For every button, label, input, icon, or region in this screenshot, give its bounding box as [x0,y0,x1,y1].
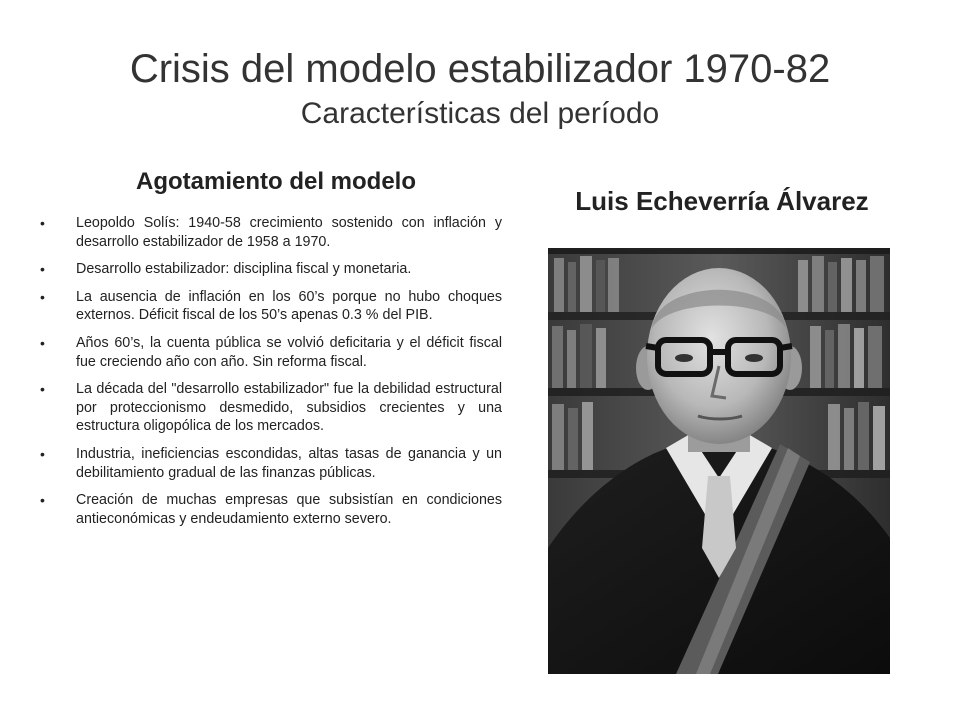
bullet-icon: • [40,261,45,278]
list-item-text: Años 60’s, la cuenta pública se volvió deficitaria y el déficit fiscal fue creciendo año con año. Sin reforma fiscal. [76,334,502,370]
bullet-icon: • [40,492,45,509]
bullet-icon: • [40,215,45,231]
bullet-icon: • [40,288,45,305]
bullet-icon: • [40,381,45,398]
slide-title [40,44,920,134]
list-item [40,288,502,325]
list-item [40,214,502,251]
list-item [40,491,502,528]
bullet-icon: • [40,445,45,462]
right-column-heading: Luis Echeverría Álvarez [575,186,869,216]
bullet-list [40,214,502,537]
list-item [40,334,502,371]
list-item-text: La década del "desarrollo estabilizador" fue la debilidad estructural por proteccionismo desmedido, subsidios crecientes y una estructura oligopólica de los mercados. [76,381,502,435]
left-column-heading: Agotamiento del modelo [135,168,416,195]
bullet-icon: • [40,334,45,351]
list-item [40,445,502,482]
title-subtitle: Características del período [300,97,660,130]
list-item-text: Leopoldo Solís: 1940-58 crecimiento sostenido con inflación y desarrollo estabilizador de 1958 a 1970. [76,215,502,250]
portrait-photo [548,248,890,674]
list-item-text: Desarrollo estabilizador: disciplina fiscal y monetaria. [76,261,412,278]
list-item-text: Industria, ineficiencias escondidas, altas tasas de ganancia y un debilitamiento gradual de las finanzas públicas. [76,445,502,481]
list-item [40,260,502,279]
list-item [40,380,502,436]
list-item-text: Creación de muchas empresas que subsistían en condiciones antieconómicas y endeudamiento externo severo. [76,492,502,527]
portrait-illustration [548,248,890,674]
list-item-text: La ausencia de inflación en los 60’s porque no hubo choques externos. Déficit fiscal de los 50’s apenas 0.3 % del PIB. [76,288,502,324]
title-main: Crisis del modelo estabilizador 1970-82 [129,47,831,91]
